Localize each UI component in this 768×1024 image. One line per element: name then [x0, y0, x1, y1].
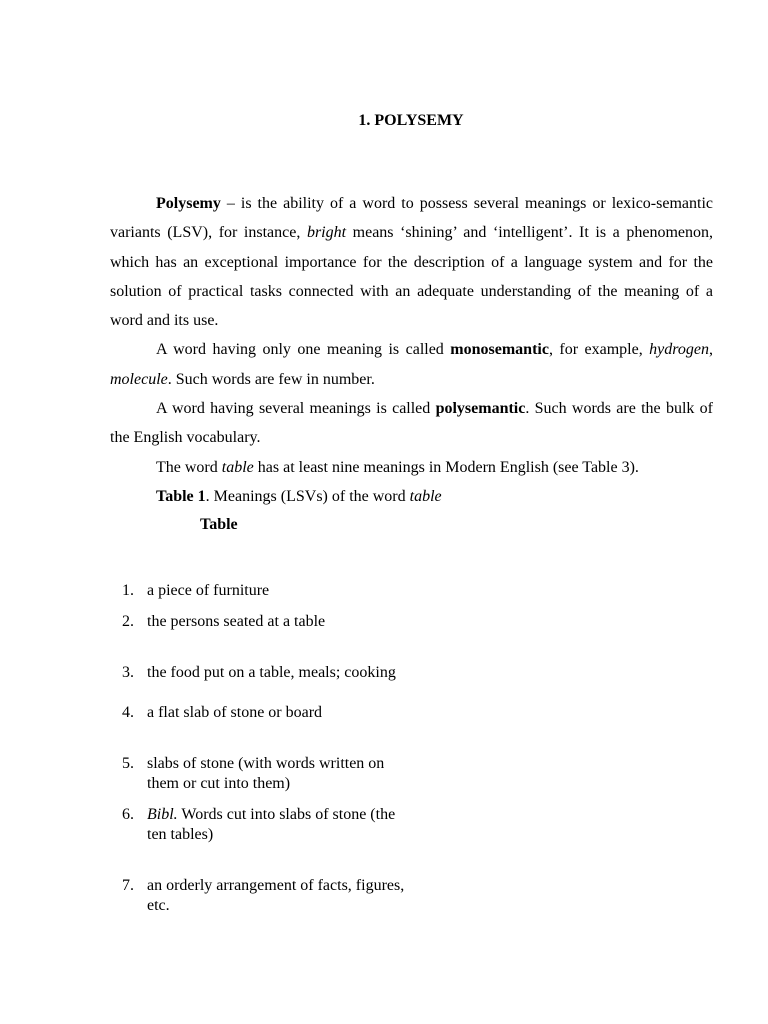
term-polysemantic: polysemantic [435, 400, 526, 418]
table-heading: Table [200, 516, 238, 533]
list-item: 4. a flat slab of stone or board [122, 704, 323, 721]
table-caption-label: Table 1 [156, 487, 206, 505]
list-item: 1. a piece of furniture [122, 582, 270, 599]
page-title: 1. POLYSEMY [358, 112, 464, 129]
list-item: 6. Bibl. Words cut into slabs of stone (the ten tables) [122, 806, 396, 843]
example-bright: bright [306, 224, 347, 242]
paragraph-monosemantic: A word having only one meaning is called monosemantic, for example, hydrogen, molecule. Such words are few in number. [110, 341, 714, 388]
paragraph-polysemantic: A word having several meanings is called polysemantic. Such words are the bulk of the English vocabulary. [110, 400, 713, 447]
paragraph-table-word: The word table has at least nine meanings in Modern English (see Table 3). [156, 458, 639, 476]
body-text [110, 189, 713, 511]
abbr-bibl: Bibl. [147, 806, 178, 823]
table-caption: Table 1. Meanings (LSVs) of the word table [156, 487, 442, 505]
paragraph-polysemy-definition: Polysemy – is the ability of a word to possess several meanings or lexico-semantic variants (LSV), for instance, bright means ‘shining’ and ‘intelligent’. It is a phenomenon, which has an exceptional importance for the description of a language system and for the solution of practical tasks connected with an adequate understanding of the meaning of a word and its use. [110, 195, 713, 330]
list-item: 7. an orderly arrangement of facts, figures, etc. [122, 877, 405, 914]
list-item: 5. slabs of stone (with words written on them or cut into them) [122, 755, 385, 792]
example-molecule: molecule [110, 370, 168, 388]
list-item: 3. the food put on a table, meals; cooking [122, 664, 396, 681]
term-monosemantic: monosemantic [450, 341, 549, 359]
example-hydrogen: hydrogen [649, 341, 710, 359]
word-table: table [221, 458, 254, 476]
term-polysemy: Polysemy [156, 195, 221, 212]
list-item: 2. the persons seated at a table [122, 613, 326, 630]
